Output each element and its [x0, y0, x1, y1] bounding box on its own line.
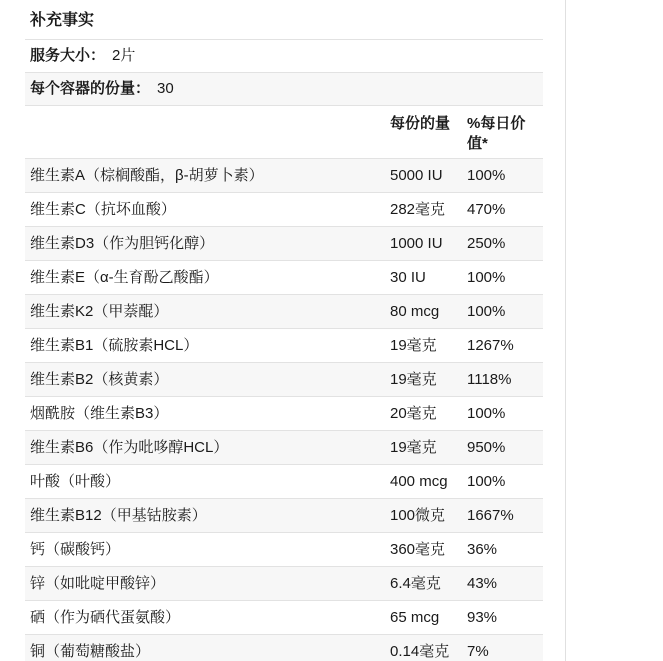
- content-divider: [565, 0, 566, 661]
- ingredient-daily-value: 100%: [467, 473, 506, 490]
- ingredient-name: 锌（如吡啶甲酸锌）: [30, 575, 166, 592]
- ingredient-amount: 1000 IU: [390, 235, 443, 252]
- supplement-table-body: [25, 159, 543, 661]
- table-row: [25, 431, 543, 465]
- ingredient-name: 烟酰胺（维生素B3）: [30, 405, 169, 422]
- ingredient-daily-value: 1118%: [467, 371, 512, 388]
- supplement-facts-table: [25, 0, 543, 661]
- ingredient-name: 维生素K2（甲萘醌）: [30, 303, 169, 320]
- table-row: [25, 635, 543, 661]
- serving-size-cell: [25, 40, 543, 73]
- ingredient-daily-value: 100%: [467, 269, 506, 286]
- ingredient-daily-value: 470%: [467, 201, 506, 218]
- table-row: [25, 499, 543, 533]
- ingredient-amount: 360毫克: [390, 541, 446, 558]
- ingredient-name: 维生素D3（作为胆钙化醇）: [30, 235, 215, 252]
- column-header-row: [25, 106, 543, 159]
- table-row: [25, 567, 543, 601]
- ingredient-name: 铜（葡萄糖酸盐）: [30, 643, 151, 660]
- table-row: [25, 465, 543, 499]
- servings-per-container-row: [25, 73, 543, 106]
- table-row: [25, 363, 543, 397]
- ingredient-daily-value: 250%: [467, 235, 506, 252]
- ingredient-daily-value: 950%: [467, 439, 506, 456]
- ingredient-amount: 30 IU: [390, 269, 426, 286]
- ingredient-amount: 80 mcg: [390, 303, 440, 320]
- servings-per-container-value: 30: [157, 80, 174, 97]
- servings-per-container-label: 每个容器的份量：: [30, 80, 151, 97]
- serving-size-value: 2片: [112, 47, 136, 64]
- ingredient-name: 维生素C（抗坏血酸）: [30, 201, 176, 218]
- column-header-spacer: [25, 106, 390, 159]
- table-row: [25, 295, 543, 329]
- ingredient-amount: 282毫克: [390, 201, 446, 218]
- ingredient-name: 维生素B1（硫胺素HCL）: [30, 337, 199, 354]
- ingredient-name: 维生素B2（核黄素）: [30, 371, 169, 388]
- ingredient-daily-value: 93%: [467, 609, 498, 626]
- column-header-amount: 每份的量: [390, 115, 451, 132]
- ingredient-daily-value: 100%: [467, 303, 506, 320]
- ingredient-daily-value: 1267%: [467, 337, 514, 354]
- ingredient-amount: 5000 IU: [390, 167, 443, 184]
- supplement-facts-title: 补充事实: [30, 12, 95, 29]
- supplement-table-head: [25, 0, 543, 159]
- ingredient-amount: 65 mcg: [390, 609, 440, 626]
- ingredient-name: 钙（碳酸钙）: [30, 541, 121, 558]
- ingredient-amount: 6.4毫克: [390, 575, 441, 592]
- ingredient-daily-value: 7%: [467, 643, 489, 660]
- table-row: [25, 227, 543, 261]
- table-row: [25, 397, 543, 431]
- table-row: [25, 159, 543, 193]
- ingredient-daily-value: 36%: [467, 541, 498, 558]
- ingredient-daily-value: 1667%: [467, 507, 514, 524]
- ingredient-daily-value: 100%: [467, 167, 506, 184]
- ingredient-amount: 19毫克: [390, 371, 437, 388]
- ingredient-daily-value: 43%: [467, 575, 498, 592]
- ingredient-name: 硒（作为硒代蛋氨酸）: [30, 609, 181, 626]
- supplement-facts-panel: [25, 0, 543, 661]
- ingredient-name: 维生素B6（作为吡哆醇HCL）: [30, 439, 229, 456]
- ingredient-amount: 400 mcg: [390, 473, 448, 490]
- table-row: [25, 261, 543, 295]
- ingredient-name: 维生素E（α-生育酚乙酸酯）: [30, 269, 219, 286]
- ingredient-amount: 19毫克: [390, 439, 437, 456]
- ingredient-daily-value: 100%: [467, 405, 506, 422]
- column-header-daily-value: %每日价值*: [467, 115, 526, 152]
- ingredient-amount: 20毫克: [390, 405, 437, 422]
- ingredient-name: 维生素A（棕榈酸酯，β-胡萝卜素）: [30, 167, 264, 184]
- title-row: [25, 0, 543, 40]
- ingredient-amount: 0.14毫克: [390, 643, 450, 660]
- table-row: [25, 193, 543, 227]
- table-row: [25, 533, 543, 567]
- table-row: [25, 329, 543, 363]
- ingredient-amount: 100微克: [390, 507, 446, 524]
- servings-per-container-cell: [25, 73, 543, 106]
- serving-size-row: [25, 40, 543, 73]
- ingredient-name: 维生素B12（甲基钴胺素）: [30, 507, 207, 524]
- table-row: [25, 601, 543, 635]
- ingredient-amount: 19毫克: [390, 337, 437, 354]
- serving-size-label: 服务大小：: [30, 47, 106, 64]
- ingredient-name: 叶酸（叶酸）: [30, 473, 121, 490]
